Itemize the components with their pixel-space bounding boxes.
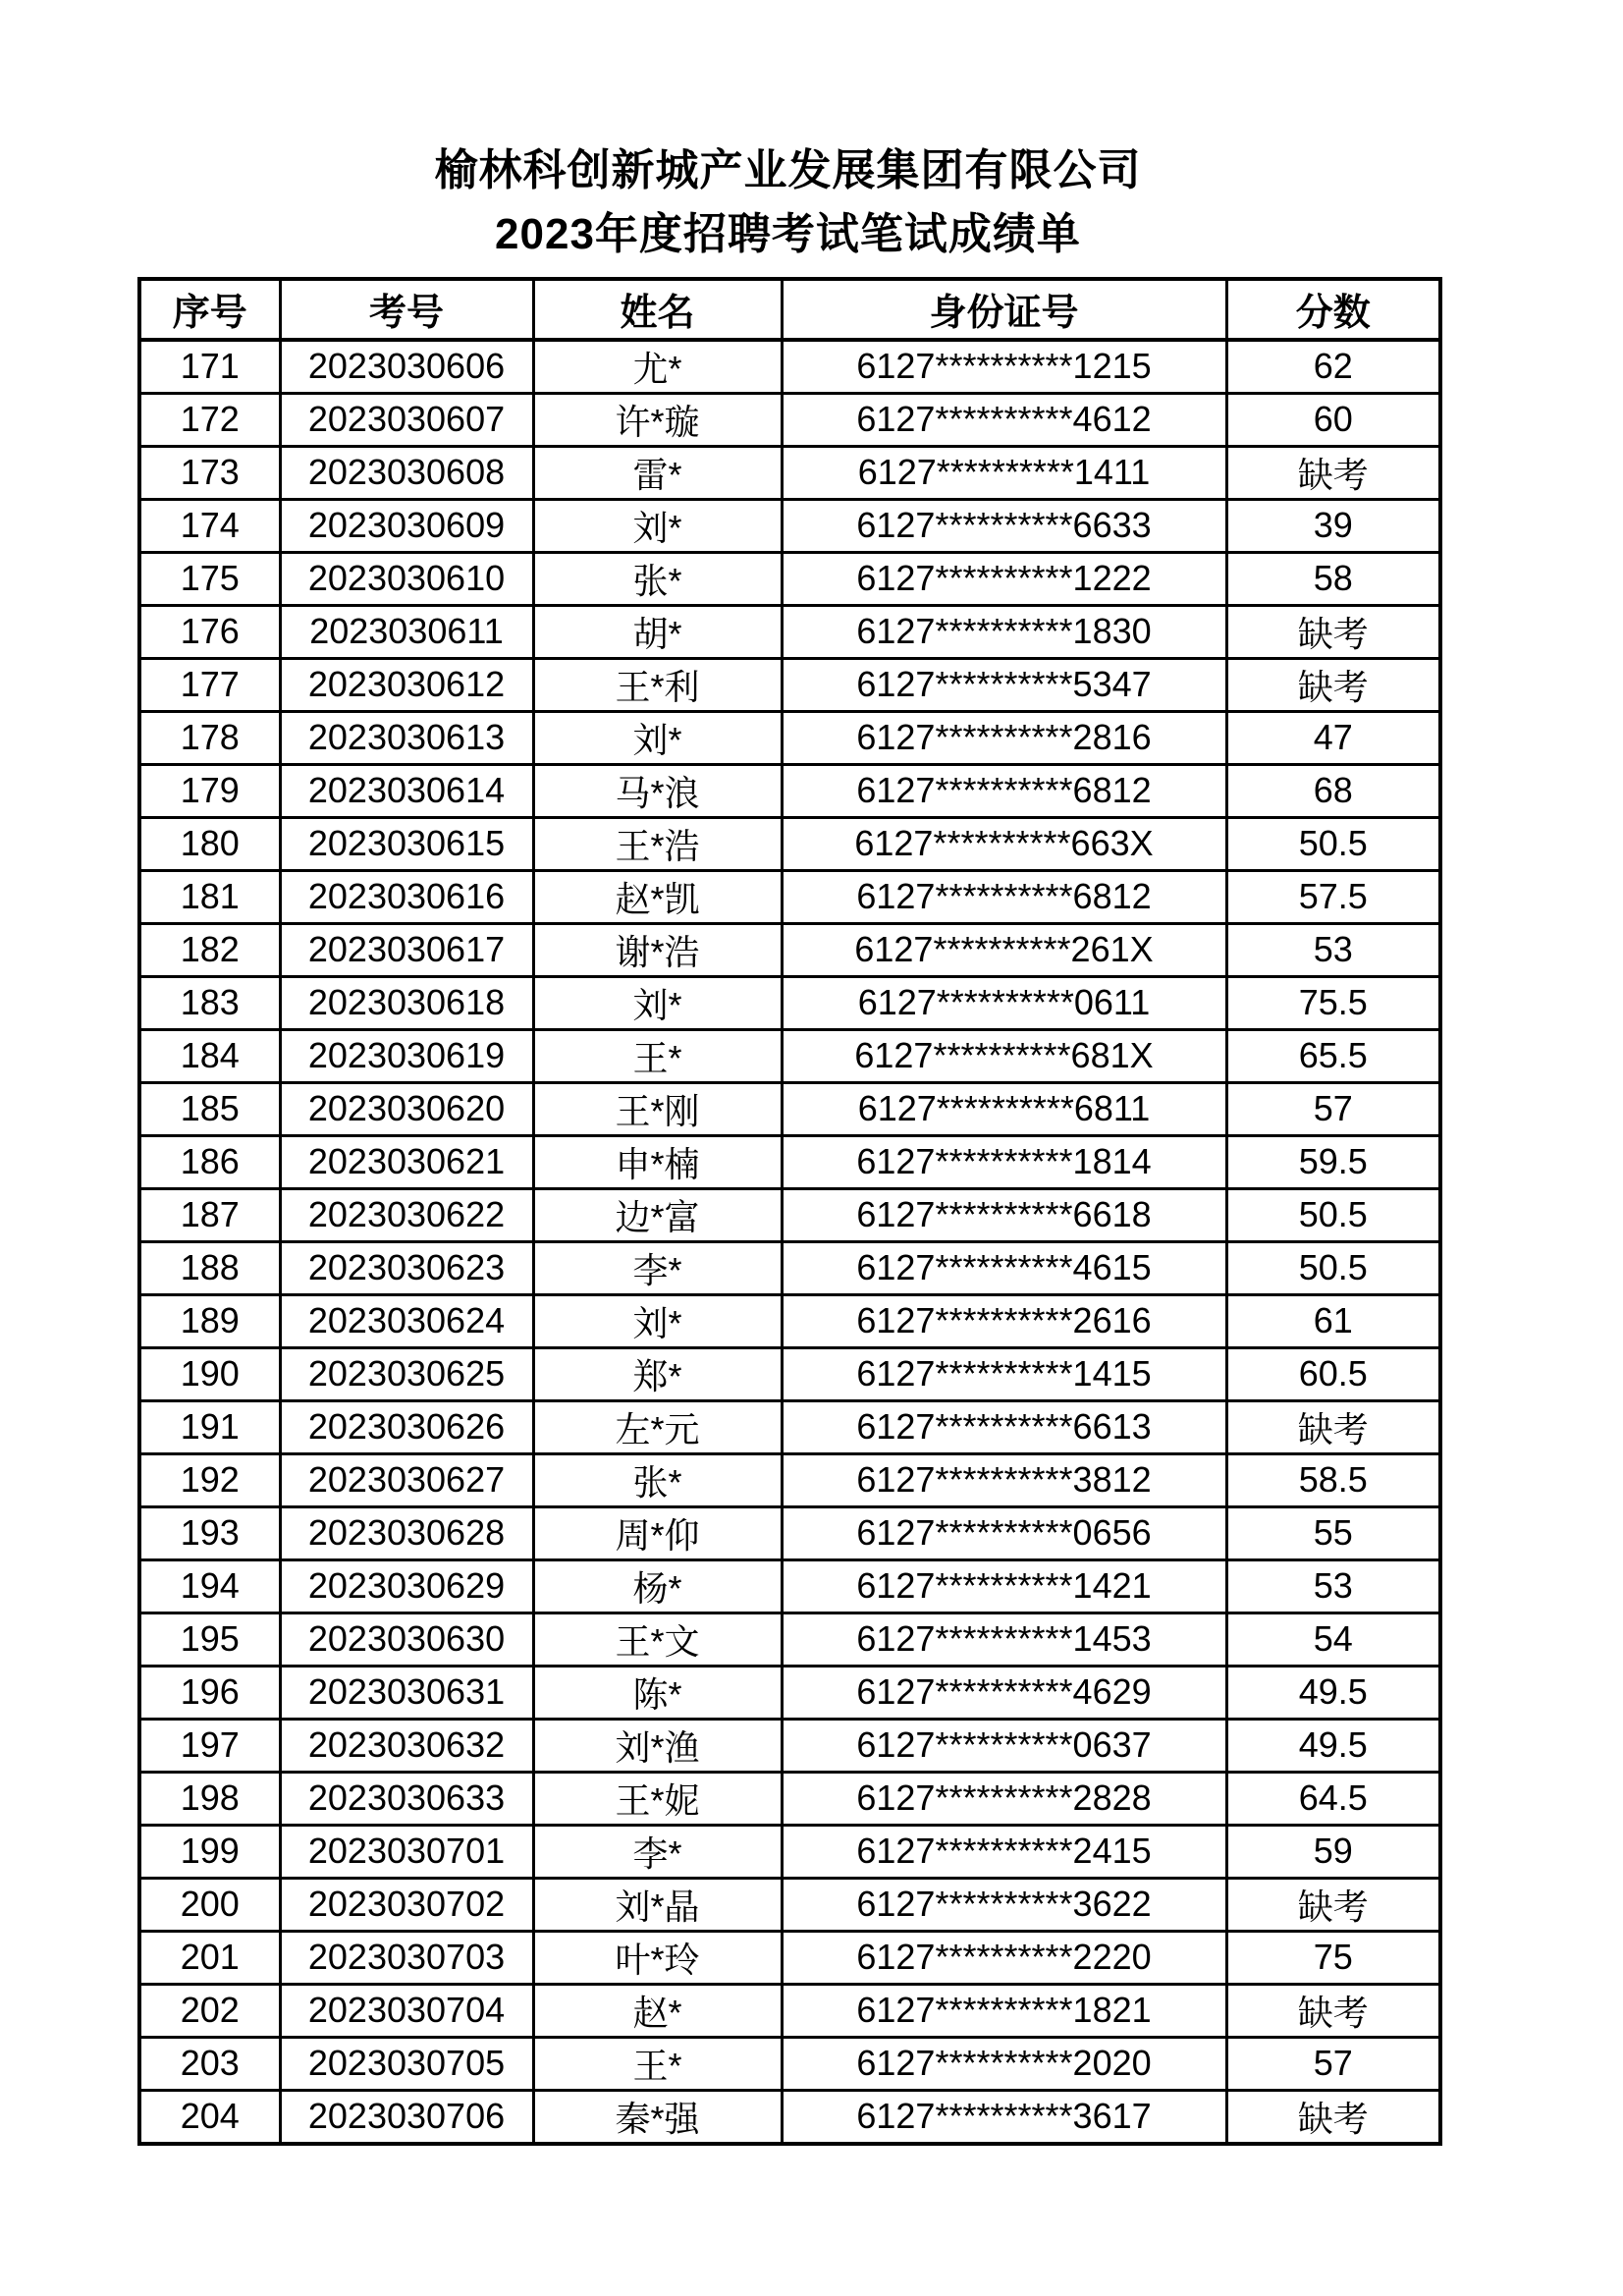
score-cell: 53 bbox=[1226, 1559, 1440, 1613]
serial-cell: 183 bbox=[139, 976, 280, 1029]
score-cell: 50.5 bbox=[1226, 817, 1440, 870]
table-row bbox=[139, 1666, 1440, 1719]
name-cell: 秦*强 bbox=[533, 2090, 782, 2144]
score-cell: 缺考 bbox=[1226, 658, 1440, 711]
exam-no-cell: 2023030614 bbox=[280, 764, 533, 817]
exam-no-cell: 2023030701 bbox=[280, 1825, 533, 1878]
id-number-cell: 6127**********261X bbox=[782, 923, 1226, 976]
name-cell: 王*刚 bbox=[533, 1082, 782, 1135]
id-number-cell: 6127**********3622 bbox=[782, 1878, 1226, 1931]
exam-no-cell: 2023030626 bbox=[280, 1400, 533, 1453]
name-cell: 王*妮 bbox=[533, 1772, 782, 1825]
exam-no-cell: 2023030633 bbox=[280, 1772, 533, 1825]
col-header-exam-no: 考号 bbox=[280, 279, 533, 340]
serial-cell: 202 bbox=[139, 1984, 280, 2037]
exam-no-cell: 2023030618 bbox=[280, 976, 533, 1029]
table-row bbox=[139, 499, 1440, 552]
serial-cell: 178 bbox=[139, 711, 280, 764]
table-row bbox=[139, 1453, 1440, 1506]
table-row bbox=[139, 1241, 1440, 1294]
id-number-cell: 6127**********1814 bbox=[782, 1135, 1226, 1188]
name-cell: 陈* bbox=[533, 1666, 782, 1719]
id-number-cell: 6127**********6618 bbox=[782, 1188, 1226, 1241]
serial-cell: 190 bbox=[139, 1347, 280, 1400]
table-body bbox=[139, 340, 1440, 2144]
serial-cell: 180 bbox=[139, 817, 280, 870]
table-row bbox=[139, 1029, 1440, 1082]
serial-cell: 173 bbox=[139, 446, 280, 499]
table-row bbox=[139, 1984, 1440, 2037]
serial-cell: 171 bbox=[139, 340, 280, 394]
col-header-name: 姓名 bbox=[533, 279, 782, 340]
exam-no-cell: 2023030632 bbox=[280, 1719, 533, 1772]
score-cell: 62 bbox=[1226, 340, 1440, 394]
table-row bbox=[139, 711, 1440, 764]
serial-cell: 186 bbox=[139, 1135, 280, 1188]
name-cell: 申*楠 bbox=[533, 1135, 782, 1188]
table-row bbox=[139, 1135, 1440, 1188]
table-row bbox=[139, 552, 1440, 605]
score-cell: 47 bbox=[1226, 711, 1440, 764]
score-cell: 缺考 bbox=[1226, 1878, 1440, 1931]
name-cell: 郑* bbox=[533, 1347, 782, 1400]
name-cell: 张* bbox=[533, 552, 782, 605]
id-number-cell: 6127**********6811 bbox=[782, 1082, 1226, 1135]
id-number-cell: 6127**********1821 bbox=[782, 1984, 1226, 2037]
score-cell: 75.5 bbox=[1226, 976, 1440, 1029]
name-cell: 杨* bbox=[533, 1559, 782, 1613]
exam-no-cell: 2023030607 bbox=[280, 393, 533, 446]
exam-no-cell: 2023030612 bbox=[280, 658, 533, 711]
exam-no-cell: 2023030619 bbox=[280, 1029, 533, 1082]
exam-no-cell: 2023030609 bbox=[280, 499, 533, 552]
id-number-cell: 6127**********0656 bbox=[782, 1506, 1226, 1559]
id-number-cell: 6127**********681X bbox=[782, 1029, 1226, 1082]
table-row bbox=[139, 1878, 1440, 1931]
serial-cell: 198 bbox=[139, 1772, 280, 1825]
score-cell: 54 bbox=[1226, 1613, 1440, 1666]
exam-no-cell: 2023030625 bbox=[280, 1347, 533, 1400]
name-cell: 胡* bbox=[533, 605, 782, 658]
id-number-cell: 6127**********2220 bbox=[782, 1931, 1226, 1984]
table-row bbox=[139, 393, 1440, 446]
exam-no-cell: 2023030630 bbox=[280, 1613, 533, 1666]
name-cell: 王*利 bbox=[533, 658, 782, 711]
id-number-cell: 6127**********6613 bbox=[782, 1400, 1226, 1453]
serial-cell: 172 bbox=[139, 393, 280, 446]
score-cell: 49.5 bbox=[1226, 1666, 1440, 1719]
table-row bbox=[139, 1613, 1440, 1666]
name-cell: 刘*渔 bbox=[533, 1719, 782, 1772]
serial-cell: 175 bbox=[139, 552, 280, 605]
name-cell: 赵* bbox=[533, 1984, 782, 2037]
name-cell: 许*璇 bbox=[533, 393, 782, 446]
id-number-cell: 6127**********1830 bbox=[782, 605, 1226, 658]
serial-cell: 192 bbox=[139, 1453, 280, 1506]
serial-cell: 195 bbox=[139, 1613, 280, 1666]
exam-no-cell: 2023030608 bbox=[280, 446, 533, 499]
document-page bbox=[137, 145, 1438, 2146]
id-number-cell: 6127**********2020 bbox=[782, 2037, 1226, 2090]
name-cell: 刘*晶 bbox=[533, 1878, 782, 1931]
id-number-cell: 6127**********0637 bbox=[782, 1719, 1226, 1772]
score-cell: 58 bbox=[1226, 552, 1440, 605]
name-cell: 张* bbox=[533, 1453, 782, 1506]
id-number-cell: 6127**********1421 bbox=[782, 1559, 1226, 1613]
name-cell: 尤* bbox=[533, 340, 782, 394]
table-row bbox=[139, 1719, 1440, 1772]
name-cell: 王*文 bbox=[533, 1613, 782, 1666]
table-row bbox=[139, 446, 1440, 499]
score-cell: 58.5 bbox=[1226, 1453, 1440, 1506]
name-cell: 王* bbox=[533, 1029, 782, 1082]
id-number-cell: 6127**********4629 bbox=[782, 1666, 1226, 1719]
exam-no-cell: 2023030610 bbox=[280, 552, 533, 605]
name-cell: 王*浩 bbox=[533, 817, 782, 870]
exam-no-cell: 2023030624 bbox=[280, 1294, 533, 1347]
id-number-cell: 6127**********1453 bbox=[782, 1613, 1226, 1666]
table-row bbox=[139, 1772, 1440, 1825]
serial-cell: 189 bbox=[139, 1294, 280, 1347]
table-row bbox=[139, 1400, 1440, 1453]
score-cell: 59.5 bbox=[1226, 1135, 1440, 1188]
id-number-cell: 6127**********2828 bbox=[782, 1772, 1226, 1825]
table-row bbox=[139, 2037, 1440, 2090]
exam-no-cell: 2023030702 bbox=[280, 1878, 533, 1931]
table-row bbox=[139, 976, 1440, 1029]
score-cell: 缺考 bbox=[1226, 2090, 1440, 2144]
table-row bbox=[139, 1559, 1440, 1613]
name-cell: 左*元 bbox=[533, 1400, 782, 1453]
name-cell: 叶*玲 bbox=[533, 1931, 782, 1984]
exam-no-cell: 2023030703 bbox=[280, 1931, 533, 1984]
serial-cell: 184 bbox=[139, 1029, 280, 1082]
score-cell: 缺考 bbox=[1226, 1400, 1440, 1453]
serial-cell: 194 bbox=[139, 1559, 280, 1613]
id-number-cell: 6127**********1222 bbox=[782, 552, 1226, 605]
name-cell: 李* bbox=[533, 1241, 782, 1294]
id-number-cell: 6127**********2616 bbox=[782, 1294, 1226, 1347]
score-cell: 57 bbox=[1226, 1082, 1440, 1135]
exam-no-cell: 2023030621 bbox=[280, 1135, 533, 1188]
name-cell: 赵*凯 bbox=[533, 870, 782, 923]
exam-no-cell: 2023030622 bbox=[280, 1188, 533, 1241]
exam-no-cell: 2023030628 bbox=[280, 1506, 533, 1559]
serial-cell: 185 bbox=[139, 1082, 280, 1135]
serial-cell: 204 bbox=[139, 2090, 280, 2144]
table-row bbox=[139, 1294, 1440, 1347]
exam-no-cell: 2023030629 bbox=[280, 1559, 533, 1613]
name-cell: 王* bbox=[533, 2037, 782, 2090]
name-cell: 刘* bbox=[533, 499, 782, 552]
score-cell: 59 bbox=[1226, 1825, 1440, 1878]
table-row bbox=[139, 1082, 1440, 1135]
id-number-cell: 6127**********3617 bbox=[782, 2090, 1226, 2144]
table-row bbox=[139, 1347, 1440, 1400]
exam-no-cell: 2023030606 bbox=[280, 340, 533, 394]
id-number-cell: 6127**********0611 bbox=[782, 976, 1226, 1029]
serial-cell: 177 bbox=[139, 658, 280, 711]
name-cell: 雷* bbox=[533, 446, 782, 499]
serial-cell: 199 bbox=[139, 1825, 280, 1878]
table-row bbox=[139, 923, 1440, 976]
score-cell: 缺考 bbox=[1226, 1984, 1440, 2037]
exam-no-cell: 2023030705 bbox=[280, 2037, 533, 2090]
score-cell: 50.5 bbox=[1226, 1241, 1440, 1294]
score-cell: 57 bbox=[1226, 2037, 1440, 2090]
col-header-score: 分数 bbox=[1226, 279, 1440, 340]
table-row bbox=[139, 817, 1440, 870]
exam-no-cell: 2023030631 bbox=[280, 1666, 533, 1719]
score-cell: 49.5 bbox=[1226, 1719, 1440, 1772]
exam-no-cell: 2023030623 bbox=[280, 1241, 533, 1294]
serial-cell: 174 bbox=[139, 499, 280, 552]
document-subtitle: 2023年度招聘考试笔试成绩单 bbox=[495, 209, 1081, 258]
company-title: 榆林科创新城产业发展集团有限公司 bbox=[434, 146, 1142, 194]
name-cell: 刘* bbox=[533, 1294, 782, 1347]
id-number-cell: 6127**********3812 bbox=[782, 1453, 1226, 1506]
score-cell: 55 bbox=[1226, 1506, 1440, 1559]
score-cell: 61 bbox=[1226, 1294, 1440, 1347]
serial-cell: 196 bbox=[139, 1666, 280, 1719]
exam-no-cell: 2023030704 bbox=[280, 1984, 533, 2037]
serial-cell: 182 bbox=[139, 923, 280, 976]
id-number-cell: 6127**********2816 bbox=[782, 711, 1226, 764]
id-number-cell: 6127**********4612 bbox=[782, 393, 1226, 446]
name-cell: 周*仰 bbox=[533, 1506, 782, 1559]
score-cell: 缺考 bbox=[1226, 446, 1440, 499]
serial-cell: 200 bbox=[139, 1878, 280, 1931]
exam-no-cell: 2023030613 bbox=[280, 711, 533, 764]
score-cell: 57.5 bbox=[1226, 870, 1440, 923]
serial-cell: 201 bbox=[139, 1931, 280, 1984]
id-number-cell: 6127**********6633 bbox=[782, 499, 1226, 552]
table-row bbox=[139, 605, 1440, 658]
name-cell: 刘* bbox=[533, 976, 782, 1029]
table-row bbox=[139, 764, 1440, 817]
name-cell: 李* bbox=[533, 1825, 782, 1878]
score-cell: 50.5 bbox=[1226, 1188, 1440, 1241]
id-number-cell: 6127**********1215 bbox=[782, 340, 1226, 394]
exam-no-cell: 2023030620 bbox=[280, 1082, 533, 1135]
exam-no-cell: 2023030627 bbox=[280, 1453, 533, 1506]
serial-cell: 193 bbox=[139, 1506, 280, 1559]
id-number-cell: 6127**********1411 bbox=[782, 446, 1226, 499]
score-cell: 65.5 bbox=[1226, 1029, 1440, 1082]
table-row bbox=[139, 870, 1440, 923]
exam-no-cell: 2023030706 bbox=[280, 2090, 533, 2144]
table-row bbox=[139, 658, 1440, 711]
table-row bbox=[139, 1931, 1440, 1984]
id-number-cell: 6127**********6812 bbox=[782, 870, 1226, 923]
serial-cell: 179 bbox=[139, 764, 280, 817]
id-number-cell: 6127**********6812 bbox=[782, 764, 1226, 817]
score-cell: 64.5 bbox=[1226, 1772, 1440, 1825]
score-cell: 60.5 bbox=[1226, 1347, 1440, 1400]
id-number-cell: 6127**********663X bbox=[782, 817, 1226, 870]
exam-no-cell: 2023030616 bbox=[280, 870, 533, 923]
serial-cell: 181 bbox=[139, 870, 280, 923]
serial-cell: 203 bbox=[139, 2037, 280, 2090]
exam-no-cell: 2023030615 bbox=[280, 817, 533, 870]
exam-no-cell: 2023030617 bbox=[280, 923, 533, 976]
score-cell: 39 bbox=[1226, 499, 1440, 552]
table-row bbox=[139, 1188, 1440, 1241]
score-cell: 68 bbox=[1226, 764, 1440, 817]
score-cell: 53 bbox=[1226, 923, 1440, 976]
id-number-cell: 6127**********1415 bbox=[782, 1347, 1226, 1400]
table-row bbox=[139, 1506, 1440, 1559]
score-cell: 75 bbox=[1226, 1931, 1440, 1984]
serial-cell: 188 bbox=[139, 1241, 280, 1294]
id-number-cell: 6127**********4615 bbox=[782, 1241, 1226, 1294]
table-row bbox=[139, 340, 1440, 394]
name-cell: 边*富 bbox=[533, 1188, 782, 1241]
name-cell: 谢*浩 bbox=[533, 923, 782, 976]
col-header-id-number: 身份证号 bbox=[782, 279, 1226, 340]
score-cell: 60 bbox=[1226, 393, 1440, 446]
table-row bbox=[139, 2090, 1440, 2144]
id-number-cell: 6127**********2415 bbox=[782, 1825, 1226, 1878]
serial-cell: 197 bbox=[139, 1719, 280, 1772]
name-cell: 马*浪 bbox=[533, 764, 782, 817]
exam-no-cell: 2023030611 bbox=[280, 605, 533, 658]
col-header-serial: 序号 bbox=[139, 279, 280, 340]
serial-cell: 176 bbox=[139, 605, 280, 658]
name-cell: 刘* bbox=[533, 711, 782, 764]
serial-cell: 187 bbox=[139, 1188, 280, 1241]
id-number-cell: 6127**********5347 bbox=[782, 658, 1226, 711]
score-table bbox=[137, 277, 1442, 2146]
table-row bbox=[139, 1825, 1440, 1878]
score-cell: 缺考 bbox=[1226, 605, 1440, 658]
table-header-row bbox=[139, 279, 1440, 340]
serial-cell: 191 bbox=[139, 1400, 280, 1453]
